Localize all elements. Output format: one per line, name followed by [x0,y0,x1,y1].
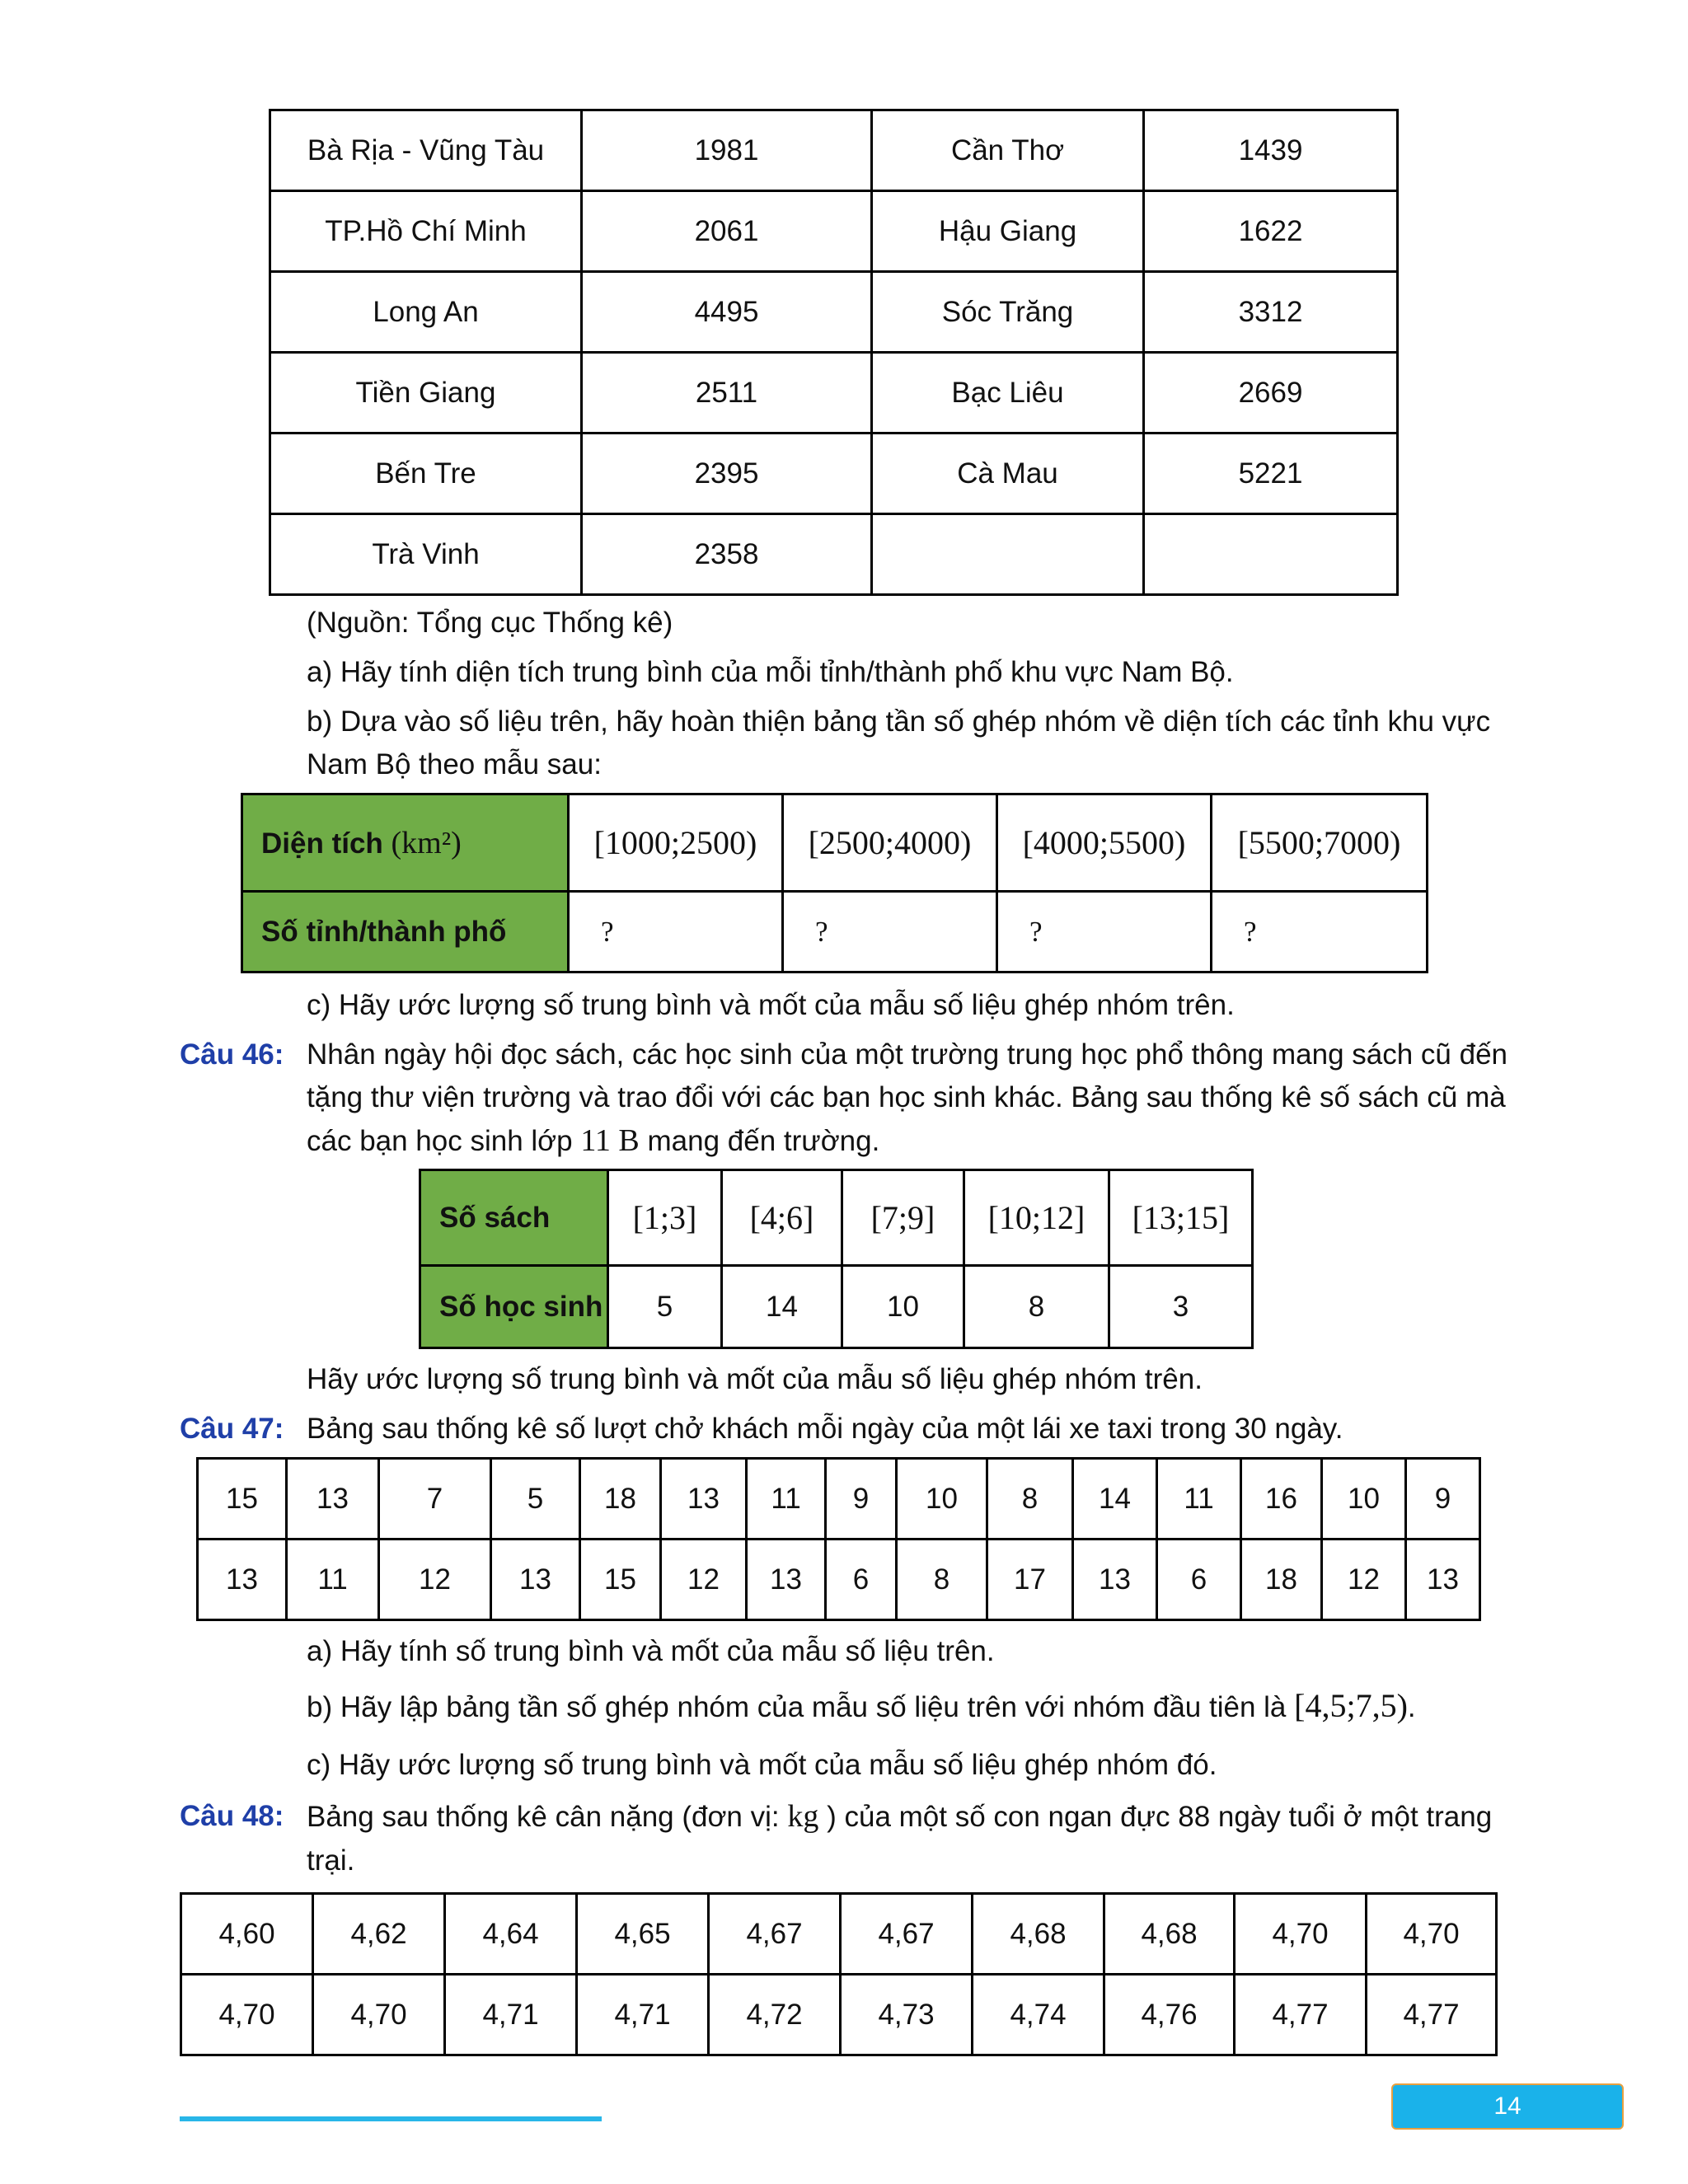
weight-cell: 4,73 [841,1975,973,2055]
weight-cell: 4,68 [973,1894,1104,1975]
q48-label: Câu 48: [180,1800,284,1832]
province-count-label: Số tỉnh/thành phố [242,892,569,972]
taxi-trips-cell: 8 [897,1540,987,1620]
taxi-trips-cell: 18 [1241,1540,1322,1620]
taxi-trips-cell: 14 [1073,1459,1157,1540]
area-table-cell: Bến Tre [270,434,582,514]
q46-line3-post: mang đến trường. [647,1125,880,1157]
books-interval-cell: [10;12] [964,1170,1109,1266]
books-table [419,1169,1254,1349]
q47-first-interval: [4,5;7,5) [1294,1687,1408,1724]
taxi-trips-cell: 13 [661,1459,747,1540]
q46-line2: tặng thư viện trường và trao đổi với các bạn học sinh khác. Bảng sau thống kê số sách cũ mà [307,1081,1506,1113]
area-table-cell: TP.Hồ Chí Minh [270,191,582,272]
books-interval-cell: [13;15] [1109,1170,1253,1266]
area-table-row [270,353,1398,434]
q47-part-a: a) Hãy tính số trung bình và mốt của mẫu số liệu trên. [307,1635,995,1667]
q48-line1 [307,1795,1492,1839]
taxi-trips-cell: 15 [198,1459,287,1540]
area-header-label: Diện tích [261,827,383,860]
weight-cell: 4,72 [709,1975,841,2055]
taxi-trips-cell: 11 [1157,1459,1241,1540]
q47-part-b [307,1685,1416,1729]
area-table-body [270,110,1398,595]
area-table-cell: Bạc Liêu [872,353,1144,434]
province-count-cell: ? [783,892,997,972]
q47-label: Câu 47: [180,1413,284,1445]
students-count-cell: 5 [608,1266,722,1348]
area-table-cell: 2061 [582,191,872,272]
q47-part-b-end: . [1407,1691,1416,1723]
q48-line1-post: ) của một số con ngan đực 88 ngày tuổi ở một trang [827,1801,1493,1833]
weight-cell: 4,62 [313,1894,445,1975]
province-count-cell: ? [1212,892,1428,972]
area-table-cell: Trà Vinh [270,514,582,595]
taxi-trips-body [198,1459,1480,1620]
books-interval-cell: [7;9] [842,1170,964,1266]
area-table-cell: 3312 [1144,272,1398,353]
taxi-trips-cell: 18 [580,1459,661,1540]
area-table-cell: Cà Mau [872,434,1144,514]
weight-table [180,1892,1498,2056]
taxi-trips-cell: 5 [491,1459,580,1540]
area-table-cell: Cần Thơ [872,110,1144,191]
q46-line3-pre: các bạn học sinh lớp [307,1125,573,1157]
q46-class-name: 11 B [580,1123,640,1158]
area-table-cell: Tiền Giang [270,353,582,434]
taxi-trips-cell: 15 [580,1540,661,1620]
page-number: 14 [1391,2083,1624,2130]
taxi-trips-cell: 13 [1406,1540,1480,1620]
area-frequency-table [241,793,1428,973]
province-count-cell: ? [997,892,1212,972]
area-table-cell: 2358 [582,514,872,595]
students-count-cell: 14 [722,1266,842,1348]
area-table-row [270,191,1398,272]
area-table-cell: Hậu Giang [872,191,1144,272]
students-count-label: Số học sinh [420,1266,608,1348]
footer-line [180,2116,602,2121]
q47-text: Bảng sau thống kê số lượt chở khách mỗi ngày của một lái xe taxi trong 30 ngày. [307,1413,1343,1445]
weight-cell: 4,60 [181,1894,313,1975]
area-header-unit: (km²) [391,825,462,860]
area-table-cell: 1622 [1144,191,1398,272]
taxi-trips-table [196,1457,1481,1621]
province-count-cell: ? [569,892,783,972]
weight-cell: 4,70 [1367,1894,1497,1975]
weight-cell: 4,76 [1104,1975,1235,2055]
weight-cell: 4,70 [181,1975,313,2055]
weight-row [181,1894,1497,1975]
area-table-cell: 1981 [582,110,872,191]
taxi-trips-cell: 13 [198,1540,287,1620]
q48-line2: trại. [307,1844,355,1877]
books-header-row [420,1170,1253,1266]
taxi-trips-cell: 11 [747,1459,826,1540]
weight-cell: 4,71 [577,1975,709,2055]
area-table-cell: Long An [270,272,582,353]
q46-label: Câu 46: [180,1038,284,1071]
taxi-trips-row [198,1540,1480,1620]
q46-line1: Nhân ngày hội đọc sách, các học sinh của một trường trung học phổ thông mang sách cũ đến [307,1038,1507,1071]
q45-part-a: a) Hãy tính diện tích trung bình của mỗi tỉnh/thành phố khu vực Nam Bộ. [307,656,1234,688]
books-header-label: Số sách [420,1170,608,1266]
taxi-trips-cell: 10 [1322,1459,1406,1540]
area-table-cell: Sóc Trăng [872,272,1144,353]
weight-cell: 4,77 [1235,1975,1367,2055]
taxi-trips-cell: 6 [1157,1540,1241,1620]
taxi-trips-cell: 6 [826,1540,897,1620]
taxi-trips-cell: 12 [1322,1540,1406,1620]
weight-cell: 4,64 [445,1894,577,1975]
weight-cell: 4,67 [841,1894,973,1975]
taxi-trips-cell: 17 [987,1540,1073,1620]
q45-part-c: c) Hãy ước lượng số trung bình và mốt của mẫu số liệu ghép nhóm trên. [307,989,1235,1021]
students-count-cell: 3 [1109,1266,1253,1348]
weight-cell: 4,74 [973,1975,1104,2055]
area-table-cell: Bà Rịa - Vũng Tàu [270,110,582,191]
area-frequency-header-row [242,794,1428,892]
q46-line3 [307,1119,879,1163]
weight-cell: 4,70 [1235,1894,1367,1975]
area-table-cell: 2669 [1144,353,1398,434]
area-interval-cell: [2500;4000) [783,794,997,892]
area-table-cell: 1439 [1144,110,1398,191]
students-count-cell: 10 [842,1266,964,1348]
taxi-trips-row [198,1459,1480,1540]
area-interval-cell: [5500;7000) [1212,794,1428,892]
taxi-trips-cell: 12 [379,1540,491,1620]
taxi-trips-cell: 13 [747,1540,826,1620]
weight-cell: 4,71 [445,1975,577,2055]
area-table-cell [872,514,1144,595]
q45-part-b-line1: b) Dựa vào số liệu trên, hãy hoàn thiện bảng tần số ghép nhóm về diện tích các tỉnh khu vực [307,705,1491,738]
area-table-cell: 5221 [1144,434,1398,514]
books-interval-cell: [1;3] [608,1170,722,1266]
books-count-row [420,1266,1253,1348]
taxi-trips-cell: 9 [826,1459,897,1540]
area-table-row [270,110,1398,191]
taxi-trips-cell: 12 [661,1540,747,1620]
area-table-cell: 4495 [582,272,872,353]
weight-cell: 4,77 [1367,1975,1497,2055]
books-interval-cell: [4;6] [722,1170,842,1266]
area-table-row [270,514,1398,595]
taxi-trips-cell: 13 [1073,1540,1157,1620]
area-table [269,109,1399,596]
weight-table-body [181,1894,1497,2055]
area-table-cell [1144,514,1398,595]
taxi-trips-cell: 7 [379,1459,491,1540]
q48-unit: kg [787,1799,819,1834]
area-interval-cell: [4000;5500) [997,794,1212,892]
q45-part-b-line2: Nam Bộ theo mẫu sau: [307,748,602,780]
taxi-trips-cell: 13 [287,1459,379,1540]
source-note: (Nguồn: Tổng cục Thống kê) [307,607,673,639]
weight-cell: 4,68 [1104,1894,1235,1975]
weight-row [181,1975,1497,2055]
weight-cell: 4,70 [313,1975,445,2055]
students-count-cell: 8 [964,1266,1109,1348]
area-table-row [270,272,1398,353]
q46-question: Hãy ước lượng số trung bình và mốt của mẫu số liệu ghép nhóm trên. [307,1363,1203,1395]
q47-part-c: c) Hãy ước lượng số trung bình và mốt của mẫu số liệu ghép nhóm đó. [307,1749,1217,1781]
area-interval-cell: [1000;2500) [569,794,783,892]
area-frequency-count-row [242,892,1428,972]
area-table-cell: 2511 [582,353,872,434]
q48-line1-pre: Bảng sau thống kê cân nặng (đơn vị: [307,1801,780,1833]
taxi-trips-cell: 9 [1406,1459,1480,1540]
taxi-trips-cell: 16 [1241,1459,1322,1540]
taxi-trips-cell: 11 [287,1540,379,1620]
weight-cell: 4,65 [577,1894,709,1975]
q47-part-b-text: b) Hãy lập bảng tần số ghép nhóm của mẫu số liệu trên với nhóm đầu tiên là [307,1691,1287,1723]
area-table-cell: 2395 [582,434,872,514]
taxi-trips-cell: 10 [897,1459,987,1540]
area-header-cell [242,794,569,892]
area-table-row [270,434,1398,514]
taxi-trips-cell: 13 [491,1540,580,1620]
weight-cell: 4,67 [709,1894,841,1975]
taxi-trips-cell: 8 [987,1459,1073,1540]
